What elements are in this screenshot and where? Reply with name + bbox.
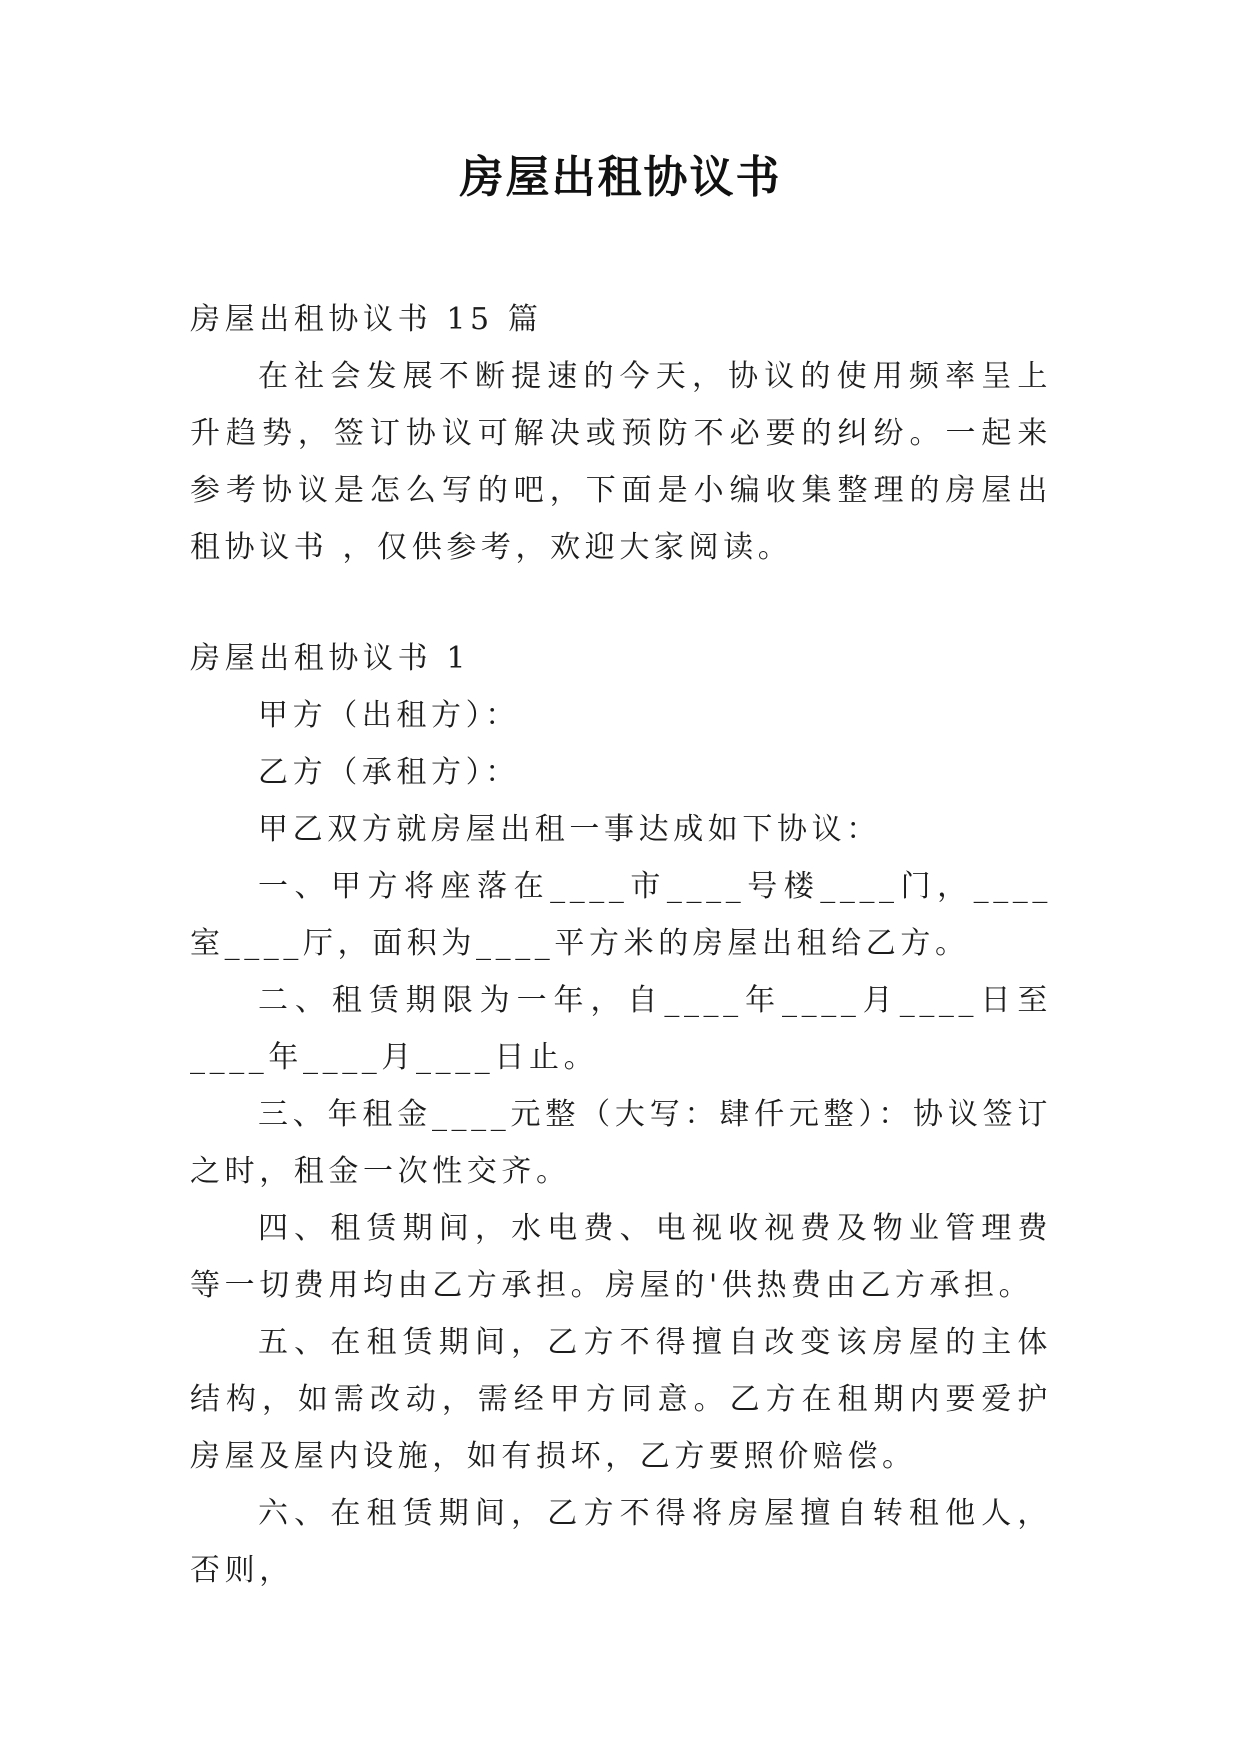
party-b-line: 乙方（承租方）： <box>258 755 520 790</box>
section-heading: 房屋出租协议书 1 <box>190 641 471 676</box>
clause-paragraph: 一、甲方将座落在____市____号楼____门，____室____厅，面积为____平方米的房屋出租给乙方。 <box>190 869 1052 961</box>
clause-paragraph: 六、在租赁期间，乙方不得将房屋擅自转租他人，否则， <box>190 1496 1052 1588</box>
document-body <box>190 291 1052 1599</box>
document-title: 房屋出租协议书 <box>459 152 782 203</box>
clause-paragraph: 三、年租金____元整（大写：肆仟元整）：协议签订之时，租金一次性交齐。 <box>190 1097 1052 1189</box>
party-a-line: 甲方（出租方）： <box>258 698 520 733</box>
clause-paragraph: 二、租赁期限为一年，自____年____月____日至____年____月____日止。 <box>190 983 1052 1075</box>
clause-paragraph: 四、租赁期间，水电费、电视收视费及物业管理费等一切费用均由乙方承担。房屋的'供热费由乙方承担。 <box>190 1211 1052 1303</box>
section-heading: 房屋出租协议书 15 篇 <box>190 302 543 337</box>
agreement-intro: 甲乙双方就房屋出租一事达成如下协议： <box>258 812 881 847</box>
intro-paragraph: 在社会发展不断提速的今天，协议的使用频率呈上升趋势，签订协议可解决或预防不必要的纠纷。一起来参考协议是怎么写的吧，下面是小编收集整理的房屋出租协议书 ，仅供参考，欢迎大家阅读。 <box>190 359 1052 565</box>
clause-paragraph: 五、在租赁期间，乙方不得擅自改变该房屋的主体结构，如需改动，需经甲方同意。乙方在租期内要爱护房屋及屋内设施，如有损坏，乙方要照价赔偿。 <box>190 1325 1052 1474</box>
